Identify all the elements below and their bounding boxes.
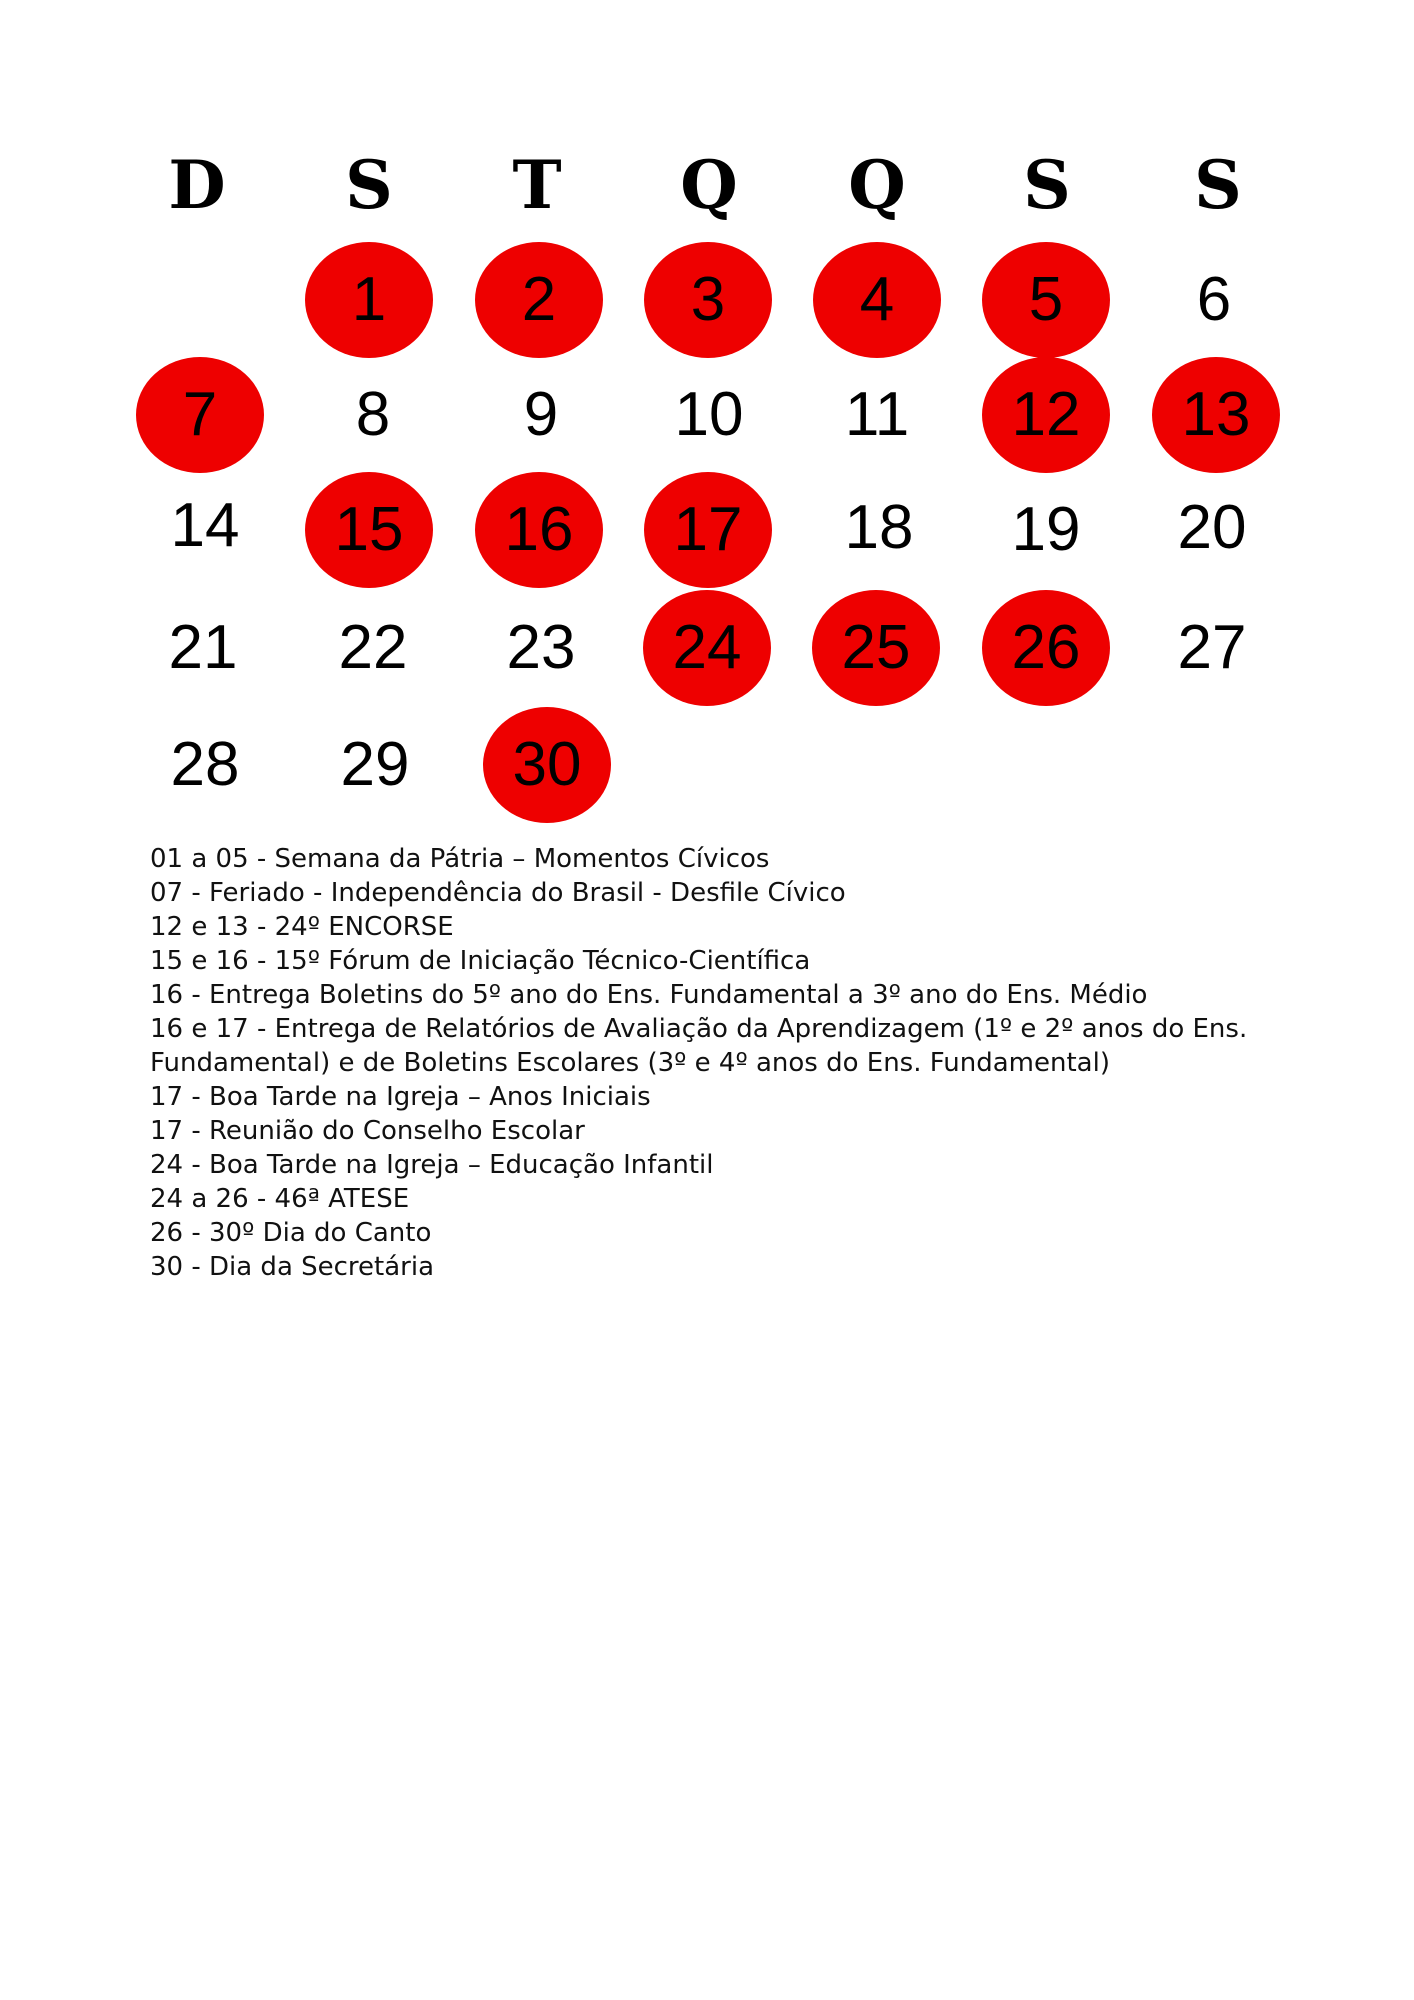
day-23: 23 (506, 613, 576, 682)
day-19: 19 (1011, 495, 1081, 564)
event-item: 24 - Boa Tarde na Igreja – Educação Infantil (150, 1150, 714, 1180)
day-1: 1 (305, 242, 433, 358)
day-24: 24 (643, 590, 771, 706)
event-item: 17 - Boa Tarde na Igreja – Anos Iniciais (150, 1082, 651, 1112)
day-25: 25 (812, 590, 940, 706)
weekday-saturday: S (1194, 146, 1242, 224)
weekday-friday: S (1023, 146, 1071, 224)
weekday-wednesday: Q (680, 146, 738, 224)
weekday-monday: S (345, 146, 393, 224)
day-13: 13 (1152, 357, 1280, 473)
day-10: 10 (674, 380, 744, 449)
event-item: Fundamental) e de Boletins Escolares (3º e 4º anos do Ens. Fundamental) (150, 1048, 1110, 1078)
day-26: 26 (982, 590, 1110, 706)
day-14: 14 (170, 491, 240, 560)
event-item: 12 e 13 - 24º ENCORSE (150, 912, 454, 942)
event-item: 30 - Dia da Secretária (150, 1252, 435, 1282)
weekday-tuesday: T (512, 146, 562, 224)
day-7: 7 (136, 357, 264, 473)
event-list (150, 842, 1290, 1284)
day-30: 30 (483, 707, 611, 823)
event-item: 16 e 17 - Entrega de Relatórios de Avaliação da Aprendizagem (1º e 2º anos do Ens. (150, 1014, 1248, 1044)
day-27: 27 (1177, 613, 1247, 682)
event-item: 07 - Feriado - Independência do Brasil - Desfile Cívico (150, 878, 846, 908)
day-11: 11 (844, 380, 910, 449)
event-item: 24 a 26 - 46ª ATESE (150, 1184, 410, 1214)
weekday-thursday: Q (848, 146, 906, 224)
day-22: 22 (338, 613, 408, 682)
day-9: 9 (523, 380, 559, 449)
day-18: 18 (844, 493, 914, 562)
day-4: 4 (813, 242, 941, 358)
day-29: 29 (340, 730, 410, 799)
event-item: 17 - Reunião do Conselho Escolar (150, 1116, 585, 1146)
day-28: 28 (170, 730, 240, 799)
weekday-header (0, 140, 1414, 230)
day-16: 16 (475, 472, 603, 588)
weekday-sunday: D (168, 146, 226, 224)
day-21: 21 (168, 613, 238, 682)
day-12: 12 (982, 357, 1110, 473)
day-17: 17 (644, 472, 772, 588)
day-8: 8 (355, 380, 391, 449)
day-15: 15 (305, 472, 433, 588)
event-item: 01 a 05 - Semana da Pátria – Momentos Cívicos (150, 844, 770, 874)
day-5: 5 (982, 242, 1110, 358)
day-6: 6 (1196, 265, 1232, 334)
event-item: 16 - Entrega Boletins do 5º ano do Ens. Fundamental a 3º ano do Ens. Médio (150, 980, 1148, 1010)
day-2: 2 (475, 242, 603, 358)
event-item: 15 e 16 - 15º Fórum de Iniciação Técnico-Científica (150, 946, 811, 976)
day-20: 20 (1177, 493, 1247, 562)
event-item: 26 - 30º Dia do Canto (150, 1218, 432, 1248)
day-3: 3 (644, 242, 772, 358)
